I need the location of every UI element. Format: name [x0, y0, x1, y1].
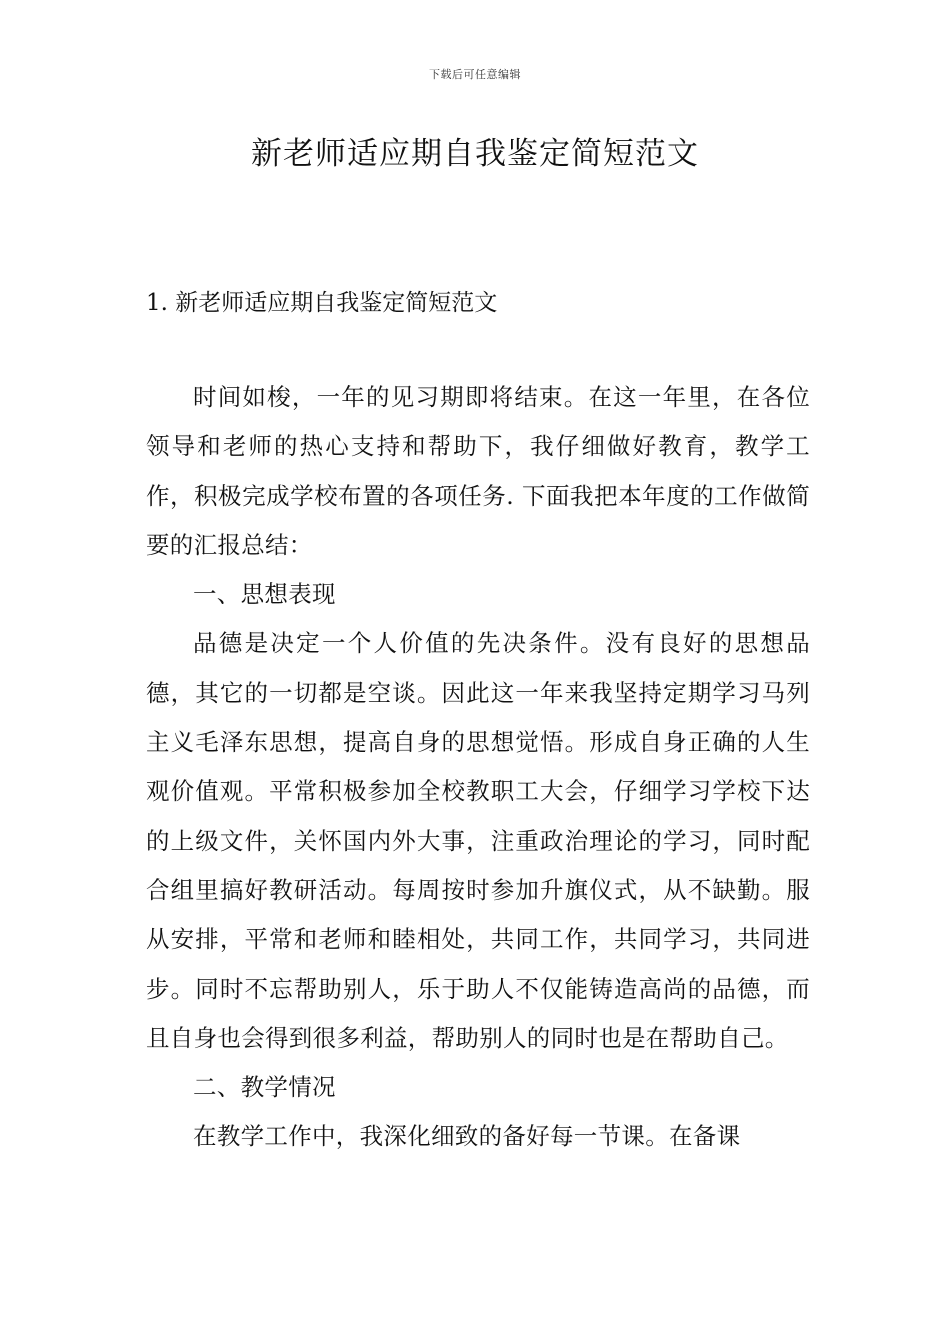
paragraph-intro: 时间如梭，一年的见习期即将结束。在这一年里，在各位领导和老师的热心支持和帮助下，我仔细做好教育，教学工作，积极完成学校布置的各项任务. 下面我把本年度的工作做简要的汇报总结： — [146, 383, 810, 559]
section-heading: 1. 新老师适应期自我鉴定简短范文 — [146, 290, 498, 316]
document-title: 新老师适应期自我鉴定简短范文 — [251, 136, 699, 172]
document-body — [146, 373, 810, 1162]
paragraph-ideology: 品德是决定一个人价值的先决条件。没有良好的思想品德，其它的一切都是空谈。因此这一年来我坚持定期学习马列主义毛泽东思想，提高自身的思想觉悟。形成自身正确的人生观价值观。平常积极参加全校教职工大会，仔细学习学校下达的上级文件，关怀国内外大事，注重政治理论的学习，同时配合组里搞好教研活动。每周按时参加升旗仪式，从不缺勤。服从安排，平常和老师和睦相处，共同工作，共同学习，共同进步。同时不忘帮助别人，乐于助人不仅能铸造高尚的品德，而且自身也会得到很多利益，帮助别人的同时也是在帮助自己。 — [146, 629, 810, 1052]
paragraph-teaching: 在教学工作中，我深化细致的备好每一节课。在备课 — [193, 1122, 741, 1151]
header-note: 下载后可任意编辑 — [429, 68, 521, 81]
subheading-ideology: 一、思想表现 — [193, 580, 336, 609]
subheading-teaching: 二、教学情况 — [193, 1073, 336, 1102]
